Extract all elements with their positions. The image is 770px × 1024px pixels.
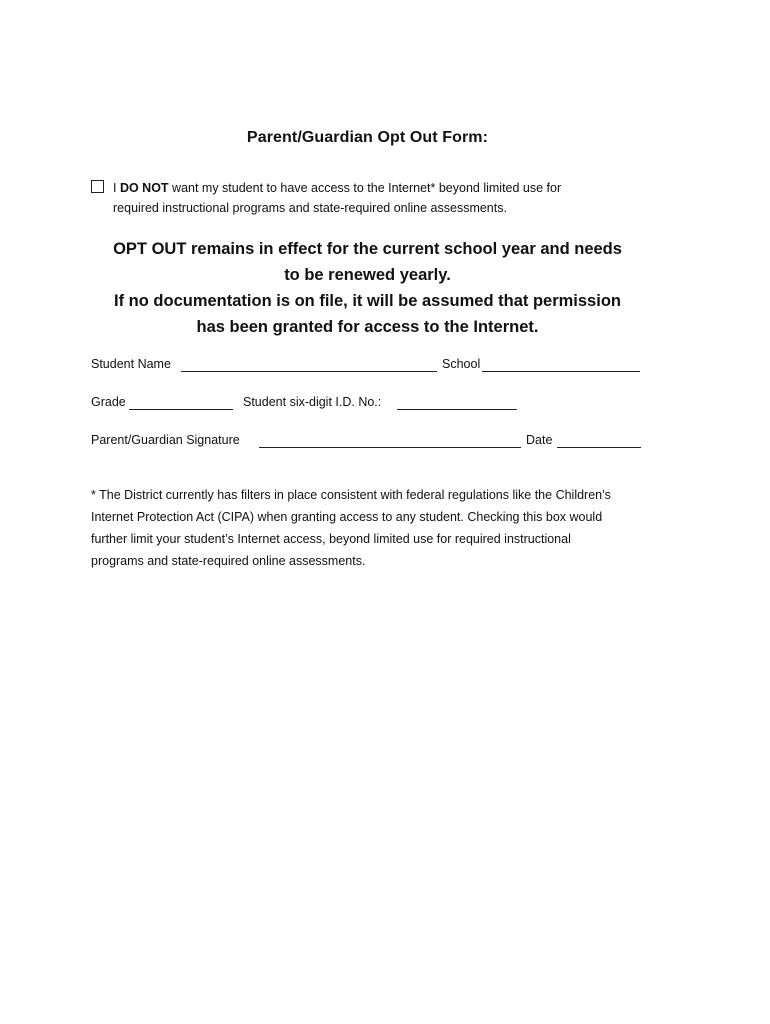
school-field[interactable]	[482, 357, 640, 372]
student-id-field[interactable]	[397, 395, 517, 410]
student-id-label: Student six-digit I.D. No.:	[243, 395, 382, 409]
opt-out-line-2: required instructional programs and state-required online assessments.	[113, 201, 507, 215]
notice-line: to be renewed yearly.	[284, 266, 451, 284]
footnote-line: * The District currently has filters in place consistent with federal regulations like the Children’s	[91, 488, 611, 502]
footnote	[91, 484, 681, 572]
footnote-line: Internet Protection Act (CIPA) when granting access to any student. Checking this box would	[91, 510, 603, 524]
signature-label: Parent/Guardian Signature	[91, 433, 240, 447]
notice-line: has been granted for access to the Internet.	[196, 318, 539, 336]
grade-id-row	[91, 395, 651, 413]
opt-out-text: want my student to have access to the Internet* beyond limited use for	[168, 181, 562, 195]
opt-out-checkbox[interactable]	[91, 180, 104, 193]
footnote-line: programs and state-required online assessments.	[91, 554, 366, 568]
grade-field[interactable]	[129, 395, 233, 410]
opt-out-prefix: I	[113, 181, 120, 195]
date-label: Date	[526, 433, 553, 447]
signature-field[interactable]	[259, 433, 521, 448]
opt-out-line-1	[113, 178, 561, 198]
notice-line: OPT OUT remains in effect for the current school year and needs	[113, 240, 622, 258]
opt-out-notice	[60, 236, 675, 340]
school-label: School	[442, 357, 481, 371]
student-school-row	[91, 357, 651, 375]
grade-label: Grade	[91, 395, 126, 409]
student-name-field[interactable]	[181, 357, 437, 372]
form-title: Parent/Guardian Opt Out Form:	[246, 129, 489, 146]
signature-date-row	[91, 433, 651, 451]
student-name-label: Student Name	[91, 357, 171, 371]
footnote-line: further limit your student’s Internet access, beyond limited use for required instructional	[91, 532, 571, 546]
do-not-emphasis: DO NOT	[119, 181, 169, 195]
date-field[interactable]	[557, 433, 641, 448]
notice-line: If no documentation is on file, it will be assumed that permission	[114, 292, 621, 310]
